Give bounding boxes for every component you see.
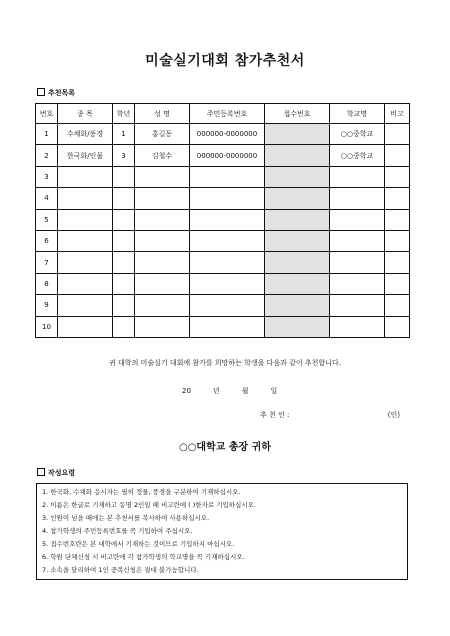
header-category: 종 목 bbox=[58, 104, 113, 124]
checkbox-square-icon bbox=[37, 88, 45, 96]
cell-no: 7 bbox=[36, 252, 58, 273]
table-row bbox=[36, 252, 410, 273]
checkbox-square-icon bbox=[37, 468, 45, 476]
instruction-item: 7. 소속을 달리하여 1인 중복신청은 절대 불가능합니다. bbox=[42, 566, 199, 574]
cell-school bbox=[330, 166, 385, 187]
cell-grade bbox=[113, 166, 135, 187]
instruction-item: 6. 학원 단체신청 시 비고란에 각 참가학생의 학교명을 꼭 기재하십시오. bbox=[42, 553, 245, 561]
recommender-line bbox=[260, 410, 400, 420]
cell-category bbox=[58, 166, 113, 187]
instructions-box bbox=[36, 483, 408, 580]
cell-grade bbox=[113, 230, 135, 251]
cell-school bbox=[330, 316, 385, 337]
cell-remarks bbox=[385, 166, 410, 187]
instruction-item: 3. 인원이 넘을 때에는 본 추천서를 복사하여 사용하십시오. bbox=[42, 514, 210, 522]
cell-remarks bbox=[385, 252, 410, 273]
cell-receipt-no bbox=[265, 273, 330, 294]
cell-name bbox=[135, 166, 190, 187]
table-row bbox=[36, 188, 410, 209]
instruction-item: 1. 한국화, 수채화 응시자는 필히 정물, 풍경을 구분하여 기재하십시오. bbox=[42, 488, 241, 496]
cell-school: ○○중학교 bbox=[330, 145, 385, 166]
cell-remarks bbox=[385, 145, 410, 166]
cell-category bbox=[58, 252, 113, 273]
cell-category bbox=[58, 188, 113, 209]
cell-grade bbox=[113, 295, 135, 316]
cell-name: 김철수 bbox=[135, 145, 190, 166]
cell-receipt-no bbox=[265, 252, 330, 273]
table-row bbox=[36, 209, 410, 230]
cell-remarks bbox=[385, 273, 410, 294]
cell-category bbox=[58, 230, 113, 251]
cell-name bbox=[135, 230, 190, 251]
header-name: 성 명 bbox=[135, 104, 190, 124]
cell-grade bbox=[113, 209, 135, 230]
cell-name bbox=[135, 273, 190, 294]
cell-grade: 3 bbox=[113, 145, 135, 166]
cell-category bbox=[58, 209, 113, 230]
cell-grade bbox=[113, 273, 135, 294]
instruction-item: 2. 이름은 한글로 기재하고 동명 2인일 때 비고란에 ( )한자로 기입하십시오. bbox=[42, 501, 256, 509]
recommend-table bbox=[35, 103, 410, 338]
header-no: 번호 bbox=[36, 104, 58, 124]
table-row bbox=[36, 145, 410, 166]
cell-receipt-no bbox=[265, 209, 330, 230]
cell-receipt-no bbox=[265, 230, 330, 251]
table-row bbox=[36, 230, 410, 251]
cell-category bbox=[58, 316, 113, 337]
cell-remarks bbox=[385, 230, 410, 251]
cell-school bbox=[330, 188, 385, 209]
section-recommend-list bbox=[37, 88, 75, 98]
cell-receipt-no bbox=[265, 316, 330, 337]
date-year: 20 bbox=[182, 387, 191, 395]
cell-no: 3 bbox=[36, 166, 58, 187]
section-label-text: 작성요령 bbox=[48, 469, 76, 477]
cell-receipt-no bbox=[265, 295, 330, 316]
addressee: ○○대학교 총장 귀하 bbox=[178, 442, 272, 453]
cell-remarks bbox=[385, 316, 410, 337]
recommend-statement: 귀 대학의 미술실기 대회에 참가를 희망하는 학생을 다음과 같이 추천합니다. bbox=[109, 359, 341, 367]
header-resident-id: 주민등록번호 bbox=[190, 104, 265, 124]
table-row bbox=[36, 273, 410, 294]
header-remarks: 비고 bbox=[385, 104, 410, 124]
table-row bbox=[36, 166, 410, 187]
cell-resident-id bbox=[190, 273, 265, 294]
cell-remarks bbox=[385, 209, 410, 230]
cell-resident-id bbox=[190, 209, 265, 230]
recommender-label: 추 천 인 : bbox=[260, 411, 290, 419]
cell-category bbox=[58, 295, 113, 316]
cell-no: 10 bbox=[36, 316, 58, 337]
section-instructions bbox=[37, 468, 75, 478]
header-receipt-no: 접수번호 bbox=[265, 104, 330, 124]
cell-receipt-no bbox=[265, 124, 330, 145]
instruction-item: 4. 참가학생의 주민등록번호를 꼭 기입하여 주십시오. bbox=[42, 527, 193, 535]
date-day-unit: 일 bbox=[270, 387, 278, 395]
cell-receipt-no bbox=[265, 145, 330, 166]
cell-no: 1 bbox=[36, 124, 58, 145]
seal-mark: (인) bbox=[387, 411, 400, 419]
cell-resident-id bbox=[190, 252, 265, 273]
cell-resident-id bbox=[190, 188, 265, 209]
table-row bbox=[36, 124, 410, 145]
cell-remarks bbox=[385, 188, 410, 209]
cell-resident-id bbox=[190, 295, 265, 316]
cell-school bbox=[330, 295, 385, 316]
cell-no: 9 bbox=[36, 295, 58, 316]
header-grade: 학년 bbox=[113, 104, 135, 124]
cell-no: 2 bbox=[36, 145, 58, 166]
cell-school: ○○중학교 bbox=[330, 124, 385, 145]
cell-no: 8 bbox=[36, 273, 58, 294]
cell-grade bbox=[113, 188, 135, 209]
cell-name bbox=[135, 188, 190, 209]
header-school: 학교명 bbox=[330, 104, 385, 124]
table-row bbox=[36, 316, 410, 337]
cell-name bbox=[135, 209, 190, 230]
cell-receipt-no bbox=[265, 166, 330, 187]
cell-resident-id: 000000-0000000 bbox=[190, 124, 265, 145]
cell-remarks bbox=[385, 124, 410, 145]
cell-name bbox=[135, 252, 190, 273]
cell-resident-id bbox=[190, 230, 265, 251]
cell-school bbox=[330, 230, 385, 251]
cell-name bbox=[135, 295, 190, 316]
date-line bbox=[182, 386, 299, 396]
cell-category: 수채화/풍경 bbox=[58, 124, 113, 145]
cell-category: 한국화/인물 bbox=[58, 145, 113, 166]
cell-school bbox=[330, 273, 385, 294]
cell-school bbox=[330, 252, 385, 273]
cell-grade bbox=[113, 316, 135, 337]
cell-resident-id: 000000-0000000 bbox=[190, 145, 265, 166]
cell-receipt-no bbox=[265, 188, 330, 209]
instruction-item: 5. 접수번호란은 본 대학에서 기재하는 것이므로 기입하지 마십시오. bbox=[42, 540, 235, 548]
cell-grade: 1 bbox=[113, 124, 135, 145]
cell-no: 4 bbox=[36, 188, 58, 209]
table-row bbox=[36, 295, 410, 316]
cell-grade bbox=[113, 252, 135, 273]
cell-category bbox=[58, 273, 113, 294]
document-title: 미술실기대회 참가추천서 bbox=[145, 53, 305, 69]
cell-name bbox=[135, 316, 190, 337]
cell-resident-id bbox=[190, 316, 265, 337]
cell-remarks bbox=[385, 295, 410, 316]
date-year-unit: 년 bbox=[212, 387, 220, 395]
date-month-unit: 월 bbox=[241, 387, 249, 395]
cell-no: 5 bbox=[36, 209, 58, 230]
cell-no: 6 bbox=[36, 230, 58, 251]
section-label-text: 추천목록 bbox=[48, 89, 76, 97]
cell-school bbox=[330, 209, 385, 230]
cell-name: 홍길동 bbox=[135, 124, 190, 145]
table-header-row bbox=[36, 104, 410, 124]
cell-resident-id bbox=[190, 166, 265, 187]
